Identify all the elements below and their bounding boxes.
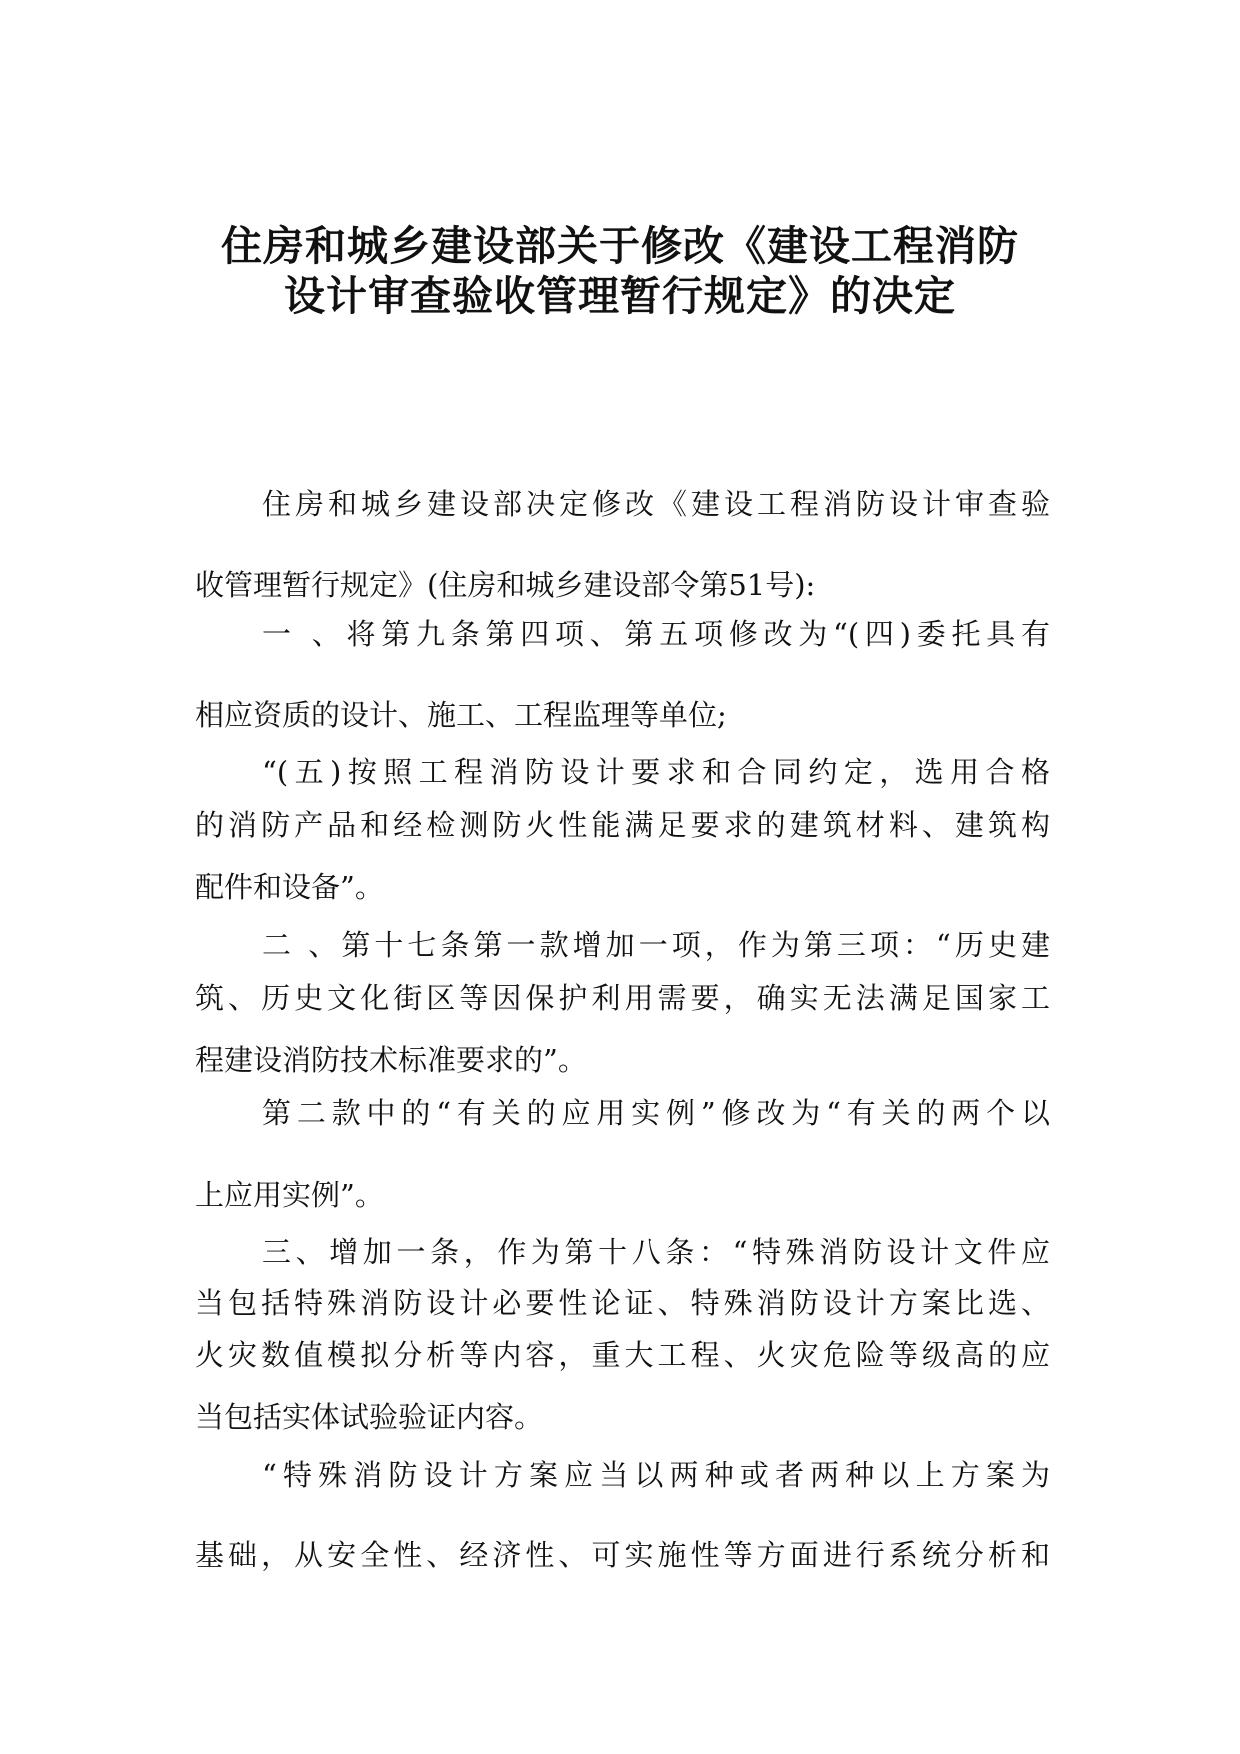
body-line: 一 、将第九条第四项、第五项修改为“(四)委托具有	[262, 617, 1050, 651]
body-line: 当包括特殊消防设计必要性论证、特殊消防设计方案比选、	[195, 1286, 1050, 1320]
body-line: 筑、历史文化街区等因保护利用需要，确实无法满足国家工	[195, 981, 1050, 1015]
body-line: 二 、第十七条第一款增加一项，作为第三项：“历史建	[262, 928, 1050, 962]
body-line: 收管理暂行规定》(住房和城乡建设部令第51号):	[195, 568, 816, 602]
body-line: 配件和设备”。	[195, 870, 384, 904]
document-title-line-2: 设计审查验收管理暂行规定》的决定	[284, 272, 956, 320]
document-title-line-1: 住房和城乡建设部关于修改《建设工程消防	[221, 222, 1019, 270]
body-line: 火灾数值模拟分析等内容，重大工程、火灾危险等级高的应	[195, 1338, 1050, 1372]
body-line: 住房和城乡建设部决定修改《建设工程消防设计审查验	[262, 487, 1050, 521]
body-line: 相应资质的设计、施工、工程监理等单位;	[195, 698, 727, 732]
body-line: 基础，从安全性、经济性、可实施性等方面进行系统分析和	[195, 1538, 1050, 1572]
body-line: 三、增加一条，作为第十八条：“特殊消防设计文件应	[262, 1235, 1050, 1269]
body-line: 的消防产品和经检测防火性能满足要求的建筑材料、建筑构	[195, 808, 1050, 842]
body-line: “特殊消防设计方案应当以两种或者两种以上方案为	[262, 1458, 1050, 1492]
body-line: 当包括实体试验验证内容。	[195, 1400, 544, 1434]
body-line: 上应用实例”。	[195, 1178, 384, 1212]
body-line: 程建设消防技术标准要求的”。	[195, 1043, 587, 1077]
body-line: “(五)按照工程消防设计要求和合同约定，选用合格	[262, 755, 1050, 789]
body-line: 第二款中的“有关的应用实例”修改为“有关的两个以	[262, 1096, 1050, 1130]
